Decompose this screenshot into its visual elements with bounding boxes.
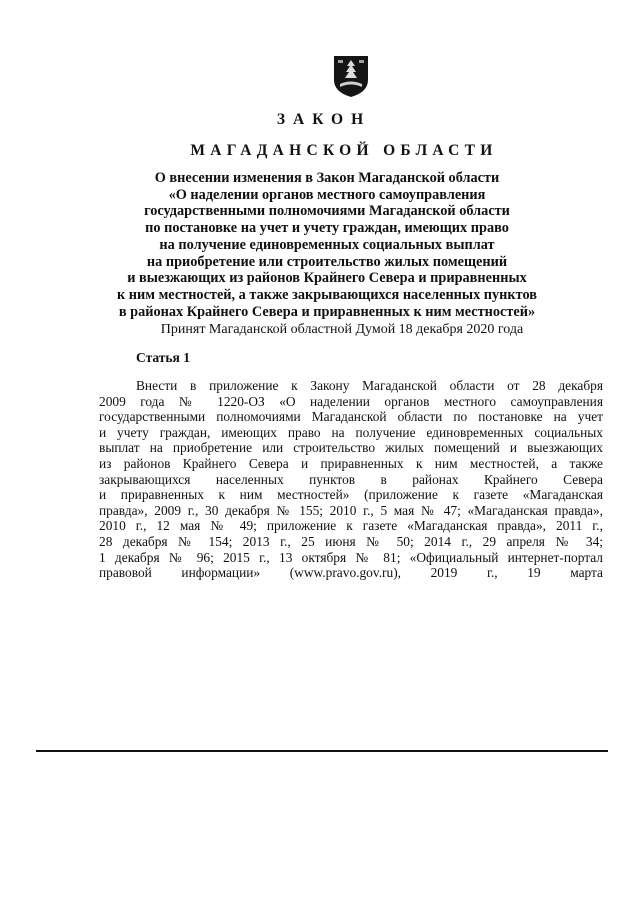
adoption-statement: Принят Магаданской областной Думой 18 декабря 2020 года: [160, 322, 524, 337]
law-title-line: к ним местностей, а также закрывающихся населенных пунктов: [116, 286, 538, 303]
law-title-line: по постановке на учет и учету граждан, имеющих право: [145, 220, 509, 237]
article-line: и приравненных к ним местностей» (приложение к газете «Магаданская: [99, 487, 603, 503]
footer-divider: [36, 750, 608, 752]
article-heading: Статья 1: [136, 350, 190, 365]
article-line: 2010 г., 12 мая № 49; приложение к газете «Магаданская правда», 2011 г.,: [99, 518, 603, 534]
law-title-line: «О наделении органов местного самоуправления: [168, 186, 486, 203]
law-title-line: и выезжающих из районов Крайнего Севера и приравненных: [127, 270, 527, 287]
article-line: правовой информации» (www.pravo.gov.ru), 2019 г., 19 марта: [99, 565, 603, 581]
article-line: закрывающихся населенных пунктов в районах Крайнего Севера: [99, 471, 603, 487]
article-line: 1 декабря № 96; 2015 г., 13 октября № 81; «Официальный интернет-портал: [99, 549, 603, 565]
law-title-line: О внесении изменения в Закон Магаданской области: [154, 170, 500, 186]
article-line: из районов Крайнего Севера и приравненных к ним местностей, а также: [99, 455, 603, 471]
law-title-line: на получение единовременных социальных выплат: [159, 236, 495, 253]
article-line: 2009 года № 1220-ОЗ «О наделении органов местного самоуправления: [99, 393, 603, 409]
law-title-line: государственными полномочиями Магаданской области: [144, 203, 510, 220]
article-line: 28 декабря № 154; 2013 г., 25 июня № 50; 2014 г., 29 апреля № 34;: [99, 533, 603, 549]
document-type-heading: ЗАКОН: [276, 111, 372, 128]
article-body: [99, 378, 603, 581]
law-title: [92, 170, 562, 320]
region-heading: МАГАДАНСКОЙ ОБЛАСТИ: [190, 142, 498, 159]
law-title-line: на приобретение или строительство жилых помещений: [146, 253, 508, 270]
article-line: и учету граждан, имеющих право на получение единовременных социальных: [99, 424, 603, 440]
article-line: государственными полномочиями Магаданской области по постановке на учет: [99, 409, 603, 425]
law-title-line: в районах Крайнего Севера и приравненных к ним местностей»: [118, 303, 536, 320]
article-line: Внести в приложение к Закону Магаданской области от 28 декабря: [136, 378, 603, 393]
article-line: выплат на приобретение или строительство жилых помещений и выезжающих: [99, 440, 603, 456]
coat-of-arms-emblem: [332, 54, 370, 98]
article-line: правда», 2009 г., 30 декабря № 155; 2010 г., 5 мая № 47; «Магаданская правда»,: [99, 502, 603, 518]
